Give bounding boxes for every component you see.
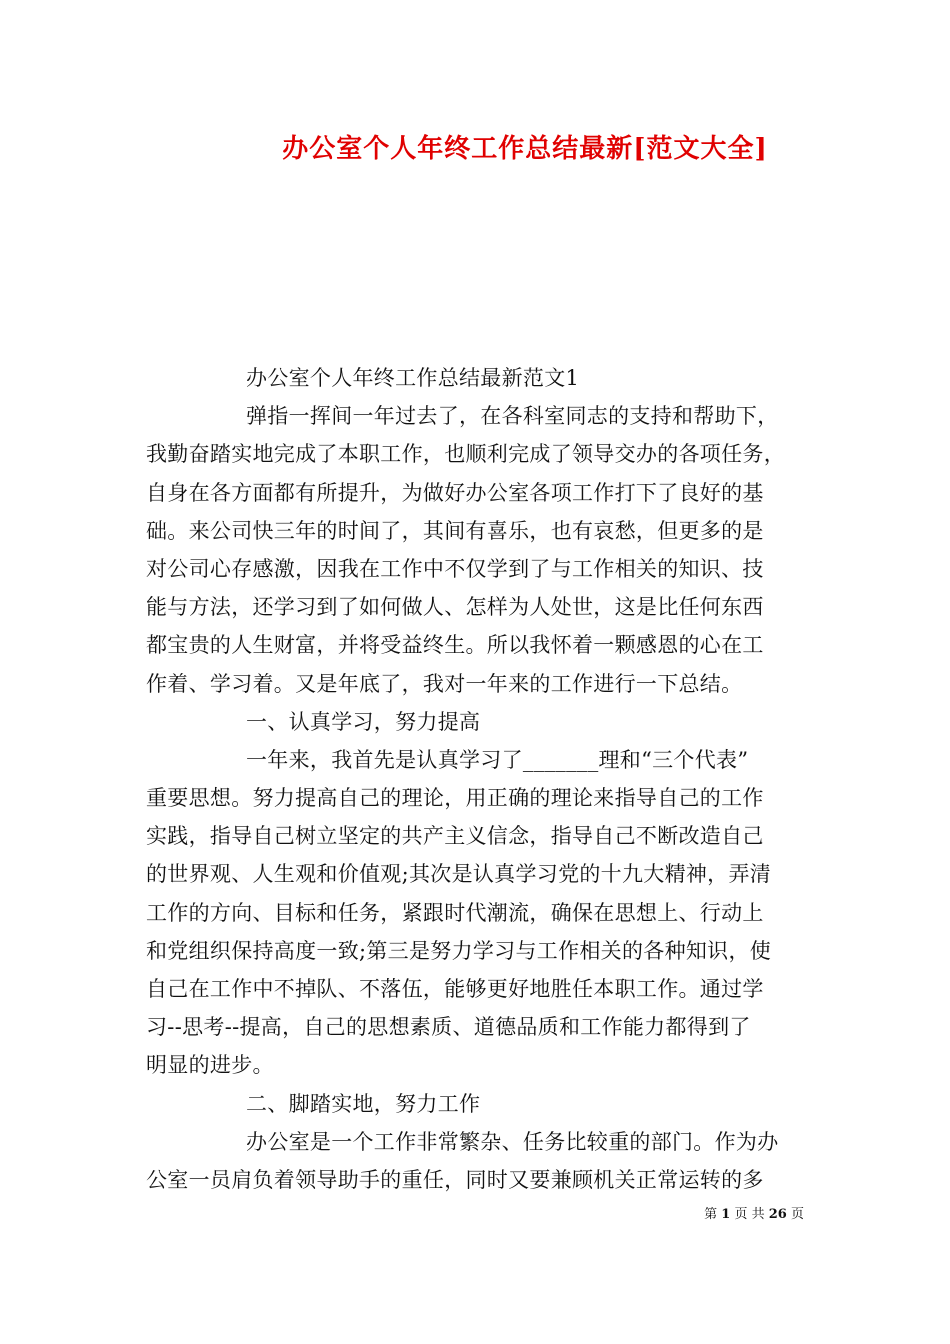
paragraph-line: 作着、学习着。又是年底了，我对一年来的工作进行一下总结。 <box>146 671 743 696</box>
paragraph-line: 公室一员肩负着领导助手的重任，同时又要兼顾机关正常运转的多 <box>146 1167 764 1192</box>
paragraph-line: 习--思考--提高，自己的思想素质、道德品质和工作能力都得到了 <box>146 1015 751 1040</box>
document-body <box>146 359 810 1199</box>
paragraph-line: 办公室是一个工作非常繁杂、任务比较重的部门。作为办 <box>246 1129 779 1154</box>
paragraph-line: 础。来公司快三年的时间了，其间有喜乐，也有哀愁，但更多的是 <box>146 518 764 543</box>
paragraph-line: 一年来，我首先是认真学习了_______理和“三个代表” <box>246 747 749 772</box>
page-number-prefix: 第 <box>704 1207 718 1222</box>
page-number-suffix: 页 <box>790 1207 804 1222</box>
paragraph-line: 重要思想。努力提高自己的理论，用正确的理论来指导自己的工作 <box>146 786 764 811</box>
paragraph-line: 自己在工作中不掉队、不落伍，能够更好地胜任本职工作。通过学 <box>146 977 764 1001</box>
section-heading: 一、认真学习，努力提高 <box>246 709 481 734</box>
page-number <box>704 1203 804 1222</box>
paragraph-line: 实践，指导自己树立坚定的共产主义信念，指导自己不断改造自己 <box>146 824 764 849</box>
paragraph-line: 我勤奋踏实地完成了本职工作，也顺利完成了领导交办的各项任务， <box>146 442 785 467</box>
paragraph-line: 自身在各方面都有所提升，为做好办公室各项工作打下了良好的基 <box>146 480 764 505</box>
page-number-total: 26 <box>768 1207 787 1222</box>
paragraph-line: 和党组织保持高度一致;第三是努力学习与工作相关的各种知识，使 <box>146 938 772 963</box>
paragraph-line: 明显的进步。 <box>146 1053 274 1078</box>
paragraph-line: 的世界观、人生观和价值观;其次是认真学习党的十九大精神，弄清 <box>146 862 772 887</box>
paragraph-line: 弹指一挥间一年过去了，在各科室同志的支持和帮助下， <box>246 404 779 429</box>
section-heading: 办公室个人年终工作总结最新范文1 <box>246 366 580 390</box>
section-heading: 二、脚踏实地，努力工作 <box>246 1091 481 1116</box>
paragraph-line: 能与方法，还学习到了如何做人、怎样为人处世，这是比任何东西 <box>146 595 764 620</box>
document-title: 办公室个人年终工作总结最新[范文大全] <box>282 134 768 164</box>
page-number-current: 1 <box>721 1207 731 1222</box>
paragraph-line: 工作的方向、目标和任务，紧跟时代潮流，确保在思想上、行动上 <box>146 900 764 925</box>
paragraph-line: 对公司心存感激，因我在工作中不仅学到了与工作相关的知识、技 <box>146 556 764 581</box>
page-number-middle: 页 共 <box>734 1207 765 1222</box>
paragraph-line: 都宝贵的人生财富，并将受益终生。所以我怀着一颗感恩的心在工 <box>146 633 764 658</box>
